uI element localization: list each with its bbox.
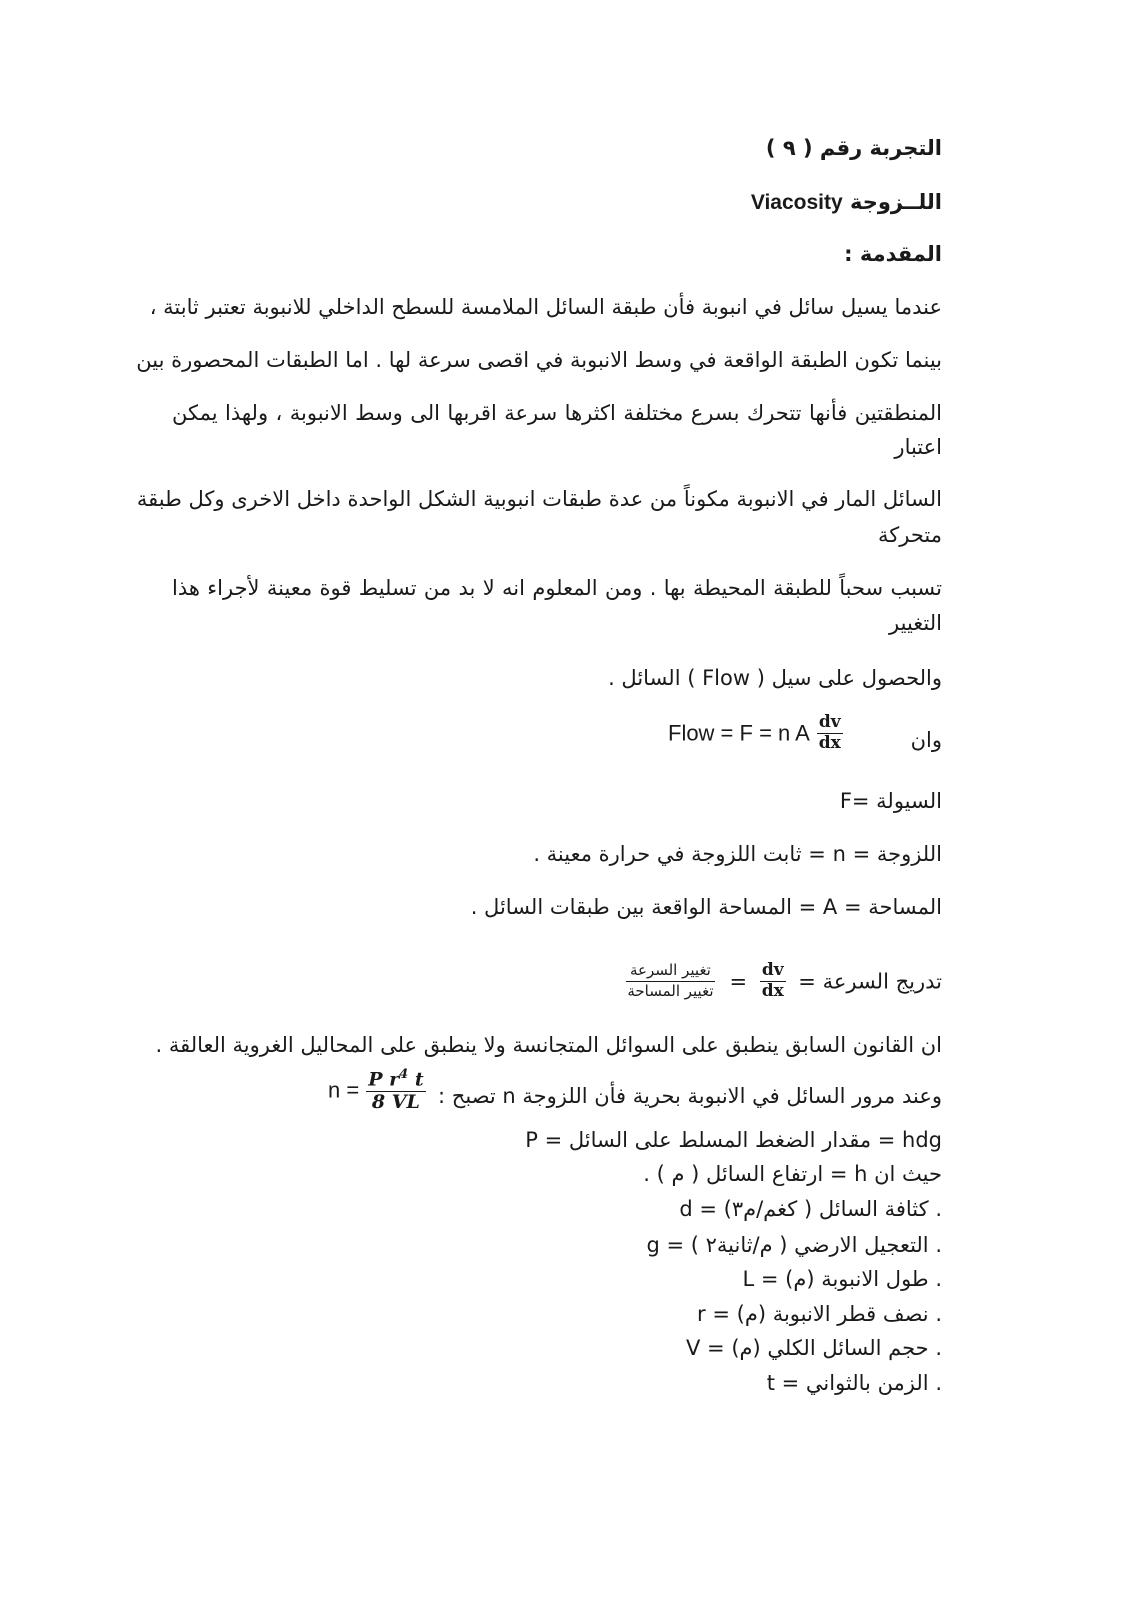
intro-heading: المقدمة : [844,242,942,266]
gradient-eq-text-denominator: تغيير المساحة [627,981,714,1000]
gradient-eq-denominator: dx [761,980,784,1001]
poiseuille-numerator [366,1068,425,1092]
experiment-subtitle [751,188,942,217]
gradient-eq-text-fraction [626,963,715,1000]
poiseuille-equation [328,1068,426,1113]
subtitle-arabic: اللــزوجة [850,190,942,214]
flow-eq-label: وان [910,728,942,752]
definition-fluidity: السيولة =F [839,789,942,813]
paragraph-line-5: السائل المار في الانبوبة مكوناً من عدة طبقات انبوبية الشكل الواحدة داخل الاخرى وكل طبقة [136,487,942,511]
variable-p: P = مقدار الضغط المسلط على السائل = hdg [525,1128,942,1152]
law-note: ان القانون السابق ينطبق على السوائل المتجانسة ولا ينطبق على المحاليل الغروية العالقة . [155,1033,942,1057]
subtitle-english: Viacosity [750,191,843,214]
paragraph-line-7: تسبب سحباً للطبقة المحيطة بها . ومن المعلوم انه لا بد من تسليط قوة معينة لأجراء هذا [172,576,942,600]
flow-eq-fraction [817,714,843,753]
poiseuille-fraction [366,1068,425,1113]
variable-t: t = الزمن بالثواني . [766,1371,942,1395]
gradient-eq-equals: = [729,969,748,994]
paragraph-line-2: بينما تكون الطبقة الواقعة في وسط الانبوبة في اقصى سرعة لها . اما الطبقات المحصورة بين [136,348,942,372]
gradient-eq-text-numerator: تغيير السرعة [626,963,715,982]
variable-h: حيث ان h = ارتفاع السائل ( م ) . [643,1162,942,1186]
gradient-eq-numerator: dv [761,960,784,980]
poiseuille-num-exponent: 4 [399,1067,409,1082]
flow-eq-denominator: dx [818,732,841,753]
poiseuille-num-r: r [389,1068,400,1091]
gradient-eq [626,962,942,1001]
flow-equation [668,714,843,753]
paragraph-line-4: اعتبار [894,435,942,459]
experiment-title: التجربة رقم ( ٩ ) [765,136,942,160]
poiseuille-text: وعند مرور السائل في الانبوبة بحرية فأن اللزوجة n تصبح : [438,1084,942,1108]
flow-eq-lhs: Flow = F = n A [668,720,810,746]
paragraph-line-6: متحركة [878,523,942,547]
variable-d: d = كثافة السائل ( كغم/م٣) . [679,1197,942,1221]
poiseuille-denominator: 8 VL [371,1091,420,1114]
paragraph-line-3: المنطقتين فأنها تتحرك بسرع مختلفة اكثرها سرعة اقربها الى وسط الانبوبة ، ولهذا يمكن [172,401,942,425]
gradient-eq-label: تدريج السرعة = [798,969,942,994]
poiseuille-lhs: n = [328,1077,360,1103]
paragraph-line-9: والحصول على سيل ( Flow ) السائل . [608,666,942,690]
gradient-eq-dvdx [760,962,786,1001]
variable-g: g = التعجيل الارضي ( م/ثانية٢ ) . [646,1233,942,1257]
variable-r: r = نصف قطر الانبوبة (م) . [697,1302,942,1326]
paragraph-line-1: عندما يسيل سائل في انبوبة فأن طبقة السائل الملامسة للسطح الداخلي للانبوبة تعتبر ثابتة ، [149,295,942,319]
definition-viscosity: اللزوجة = n = ثابت اللزوجة في حرارة معينة . [533,842,942,866]
definition-area: المساحة = A = المساحة الواقعة بين طبقات السائل . [470,895,942,919]
paragraph-line-8: التغيير [889,611,942,635]
poiseuille-num-t: t [414,1068,424,1091]
variable-l: L = طول الانبوبة (م) . [742,1267,942,1291]
poiseuille-num-p: P [368,1068,383,1091]
flow-eq-numerator: dv [818,712,841,732]
variable-v: V = حجم السائل الكلي (م) . [686,1336,942,1360]
